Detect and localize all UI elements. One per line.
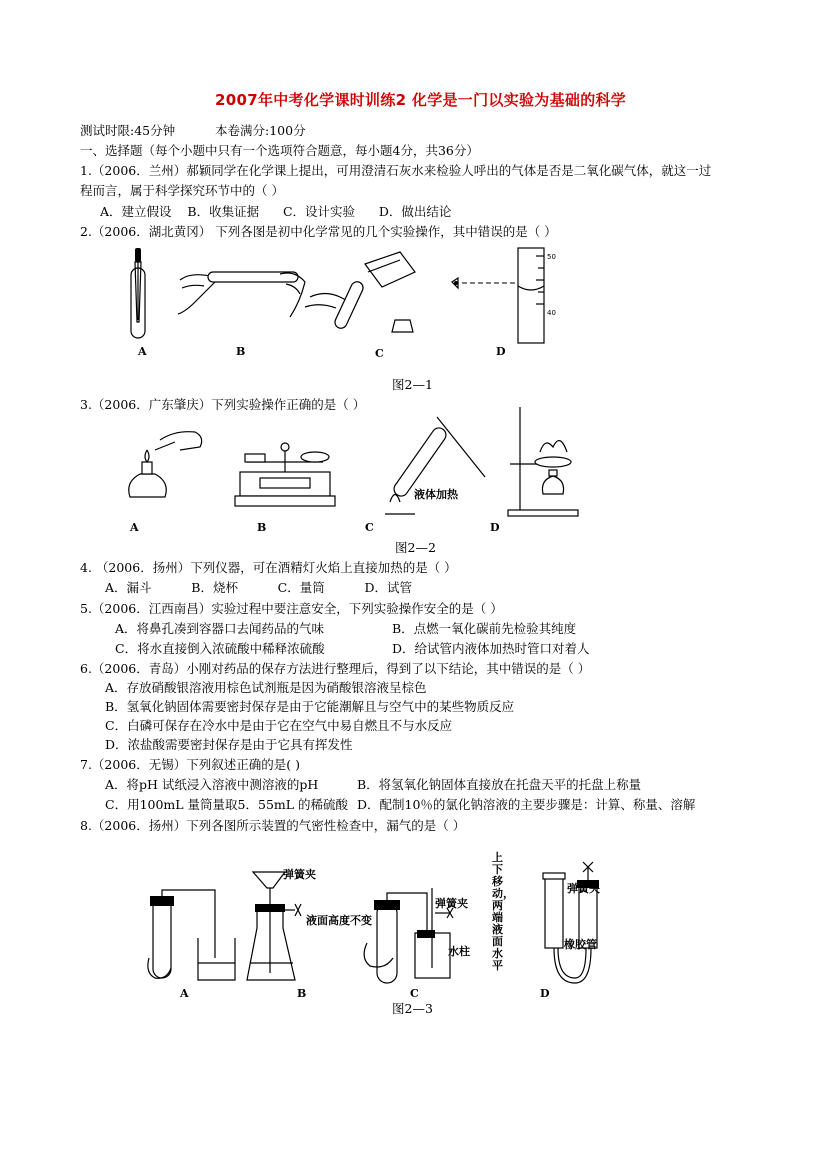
q6-option-a: A．存放硝酸银溶液用棕色试剂瓶是因为硝酸银溶液呈棕色 (105, 680, 427, 695)
time-limit: 测试时限:45分钟 (80, 123, 176, 138)
q5-option-c: C．将水直接倒入浓硫酸中稀释浓硫酸 (115, 641, 325, 656)
figure-caption-2-3: 图2—3 (392, 1001, 433, 1016)
q8-label-a: A (180, 987, 189, 1000)
q2-label-d: D (496, 345, 506, 358)
q1-stem-line2: 程而言，属于科学探究环节中的（ ） (80, 183, 284, 198)
clip-label-b: 弹簧夹 (283, 868, 316, 881)
fig-c-pouring-icon (305, 252, 415, 332)
clip-label-d: 弹簧夹 (567, 882, 600, 895)
q4-options: A．漏斗 B．烧杯 C．量筒 D．试管 (105, 580, 413, 595)
figure-caption-2-2: 图2—2 (395, 540, 436, 555)
q3-label-c: C (365, 521, 374, 534)
q7-option-c: C．用100mL 量筒量取5．55mL 的稀硫酸 (105, 797, 349, 812)
q8-stem: 8.（2006．扬州）下列各图所示装置的气密性检查中，漏气的是（ ） (80, 818, 466, 833)
scale-40: 40 (547, 309, 556, 317)
q3-label-a: A (130, 521, 139, 534)
q4-stem: 4. （2006．扬州）下列仪器，可在酒精灯火焰上直接加热的是（ ） (80, 560, 457, 575)
fig-a-tube-beaker-icon (148, 890, 235, 980)
fig-d-ring-stand-icon (508, 407, 578, 516)
fig-a-dropper-icon (131, 248, 145, 338)
q5-option-a: A．将鼻孔凑到容器口去闻药品的气味 (115, 621, 325, 636)
scale-50: 50 (547, 253, 556, 261)
fig-b-hands-tube-icon (178, 272, 305, 317)
section-heading: 一、选择题（每个小题中只有一个选项符合题意，每小题4分，共36分） (80, 143, 479, 158)
q3-label-d: D (490, 521, 500, 534)
q1-options: A．建立假设 B．收集证据 C．设计实验 D．做出结论 (100, 204, 452, 219)
q6-option-b: B．氢氧化钠固体需要密封保存是由于它能潮解且与空气中的某些物质反应 (105, 699, 515, 714)
heating-label: 液体加热 (414, 488, 458, 501)
q6-option-c: C．白磷可保存在冷水中是由于它在空气中易自燃且不与水反应 (105, 718, 453, 733)
q6-stem: 6.（2006．青岛）小刚对药品的保存方法进行整理后，得到了以下结论，其中错误的是（ ） (80, 661, 591, 676)
figure-2-2 (115, 402, 585, 522)
q1-stem-line1: 1.（2006．兰州）郝颖同学在化学课上提出，可用澄清石灰水来检验人呼出的气体是否是二氧化碳气体，就这一过 (80, 163, 712, 178)
q8-label-b: B (297, 987, 307, 1000)
q5-option-d: D．给试管内液体加热时管口对着人 (392, 641, 590, 656)
q7-option-b: B．将氢氧化钠固体直接放在托盘天平的托盘上称量 (357, 777, 642, 792)
q6-option-d: D．浓盐酸需要密封保存是由于它具有挥发性 (105, 737, 353, 752)
q7-stem: 7.（2006．无锡）下列叙述正确的是( ) (80, 757, 300, 772)
total-score: 本卷满分:100分 (215, 123, 306, 138)
q2-label-b: B (236, 345, 246, 358)
q7-option-a: A．将pH 试纸浸入溶液中测溶液的pH (105, 777, 319, 792)
figure-2-3 (145, 848, 615, 998)
fig-d-cylinder-eye-icon (452, 248, 556, 343)
page-title: 2007年中考化学课时训练2 化学是一门以实验为基础的科学 (215, 91, 627, 109)
level-label-b: 液面高度不变 (306, 914, 372, 927)
figure-caption-2-1: 图2—1 (392, 377, 433, 392)
figure-2-1 (100, 242, 560, 367)
q3-label-b: B (257, 521, 267, 534)
q5-option-b: B．点燃一氧化碳前先检验其纯度 (392, 621, 577, 636)
q5-stem: 5.（2006．江西南昌）实验过程中要注意安全，下列实验操作安全的是（ ） (80, 601, 503, 616)
fig-a-alcohol-lamp-icon (129, 432, 202, 497)
fig-b-balance-icon (235, 443, 335, 506)
q8-label-d: D (540, 987, 550, 1000)
q8-label-c: C (410, 987, 419, 1000)
tube-label-d: 橡胶管 (564, 938, 597, 951)
q2-label-c: C (375, 347, 384, 360)
clip-label-c: 弹簧夹 (435, 897, 468, 910)
move-label-d: 上下移动，两端液面水平 (492, 851, 514, 972)
q2-label-a: A (138, 345, 147, 358)
q3-stem: 3.（2006．广东肇庆）下列实验操作正确的是（ ） (80, 397, 366, 412)
q7-option-d: D．配制10％的氯化钠溶液的主要步骤是：计算、称量、溶解 (357, 797, 696, 812)
water-label-c: 水柱 (448, 945, 470, 958)
fig-b-flask-funnel-icon (247, 872, 301, 980)
q2-stem: 2.（2006．湖北黄冈） 下列各图是初中化学常见的几个实验操作，其中错误的是（ ） (80, 224, 557, 239)
